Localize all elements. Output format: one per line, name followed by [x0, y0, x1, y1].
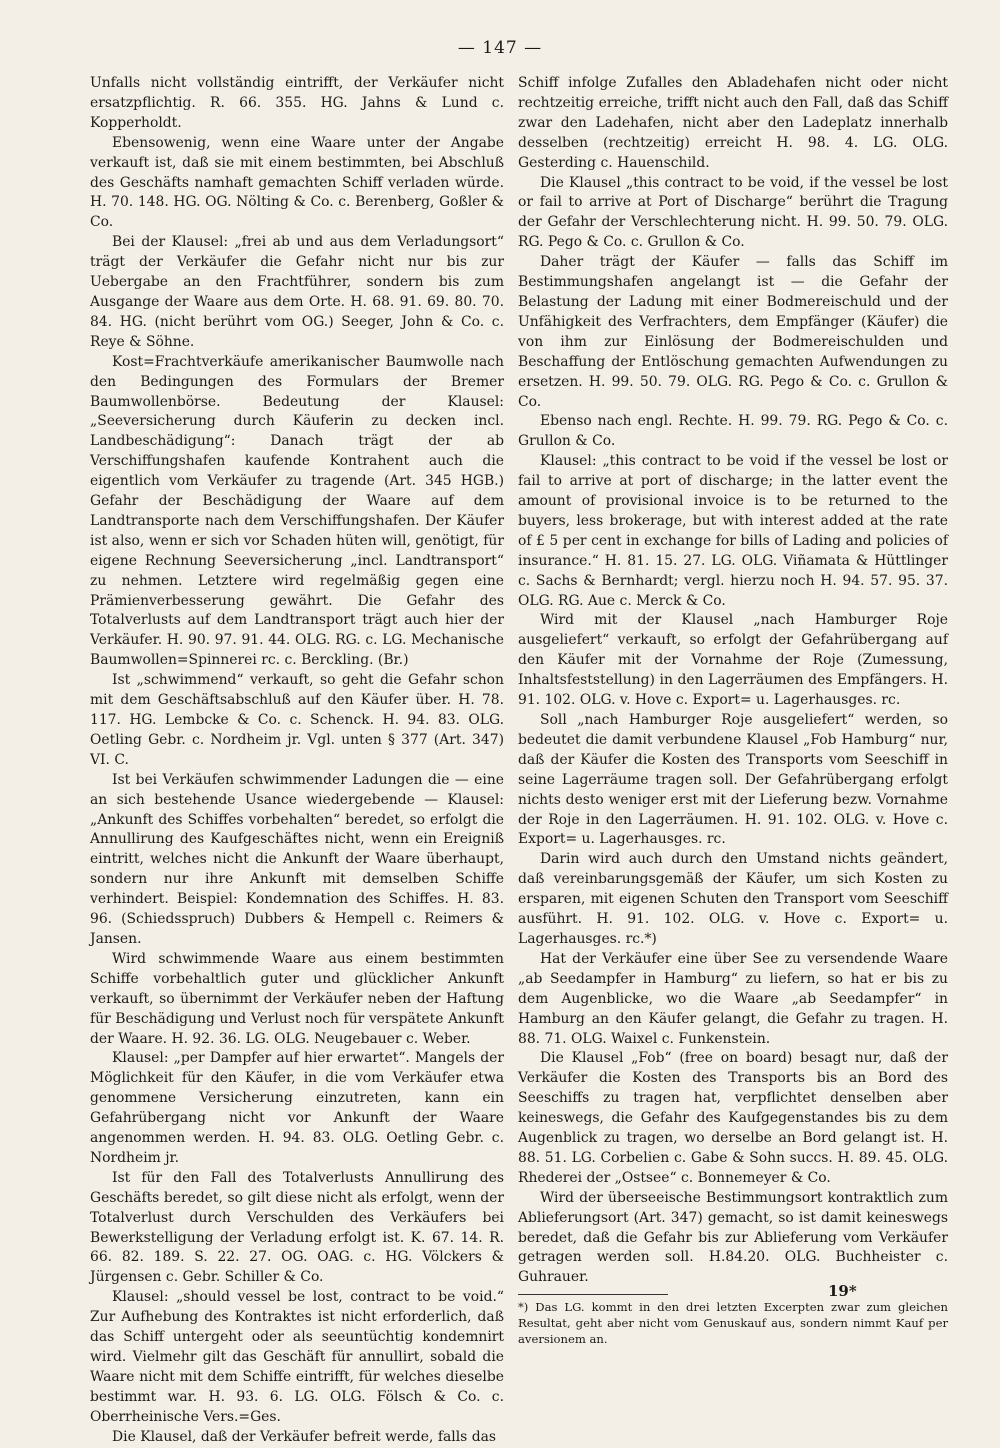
paragraph: Klausel: „should vessel be lost, contract to be void.“ Zur Aufhebung des Kontraktes ist nicht erforderlich, daß das Schiff untergeht oder als seeuntüchtig kondemnirt wird. Vielmehr gilt das Geschäft für annullirt, sobald die Waare nicht mit dem Schiffe eintrifft, für welches dieselbe bestimmt war. H. 93. 6. LG. OLG. Fölsch & Co. c. Oberrheinische Vers.=Ges. [90, 1289, 504, 1425]
right-column [518, 74, 948, 1347]
footnote-rule [518, 1294, 668, 1295]
paragraph: Klausel: „this contract to be void if the vessel be lost or fail to arrive at port of discharge; in the latter event the amount of provisional invoice is to be returned to the buyers, less brokerage, but with interest added at the rate of £ 5 per cent in exchange for bills of Lading and policies of insurance.“ H. 81. 15. 27. LG. OLG. Viñamata & Hüttlinger c. Sachs & Bernhardt; vergl. hierzu noch H. 94. 57. 95. 37. OLG. RG. Aue c. Merck & Co. [518, 453, 948, 609]
paragraph: Darin wird auch durch den Umstand nichts geändert, daß vereinbarungsgemäß der Käufer, um sich Kosten zu ersparen, mit eigenen Schuten den Transport vom Seeschiff ausführt. H. 91. 102. OLG. v. Hove c. Export= u. Lagerhausges. rc.*) [518, 851, 948, 947]
paragraph: Wird der überseeische Bestimmungsort kontraktlich zum Ablieferungsort (Art. 347) gemacht, so ist damit keineswegs beredet, daß die Gefahr bis zur Ablieferung vom Verkäufer getragen werden soll. H.84.20. OLG. Buchheister c. Guhrauer. [518, 1189, 948, 1286]
paragraph: Die Klausel „Fob“ (free on board) besagt nur, daß der Verkäufer die Kosten des Transports bis an Bord des Seeschiffs zu tragen hat, verpflichtet denselben aber keineswegs, die Gefahr des Kaufgegenstandes bis zu dem Augenblick zu tragen, wo derselbe an Bord gelangt ist. H. 88. 51. LG. Corbelien c. Gabe & Sohn succs. H. 89. 45. OLG. Rhederei der „Ostsee“ c. Bonnemeyer & Co. [518, 1050, 948, 1186]
paragraph: Klausel: „per Dampfer auf hier erwartet“. Mangels der Möglichkeit für den Käufer, in die vom Verkäufer etwa genommene Versicherung einzutreten, kann ein Gefahrübergang nicht vor Ankunft der Waare angenommen werden. H. 94. 83. OLG. Oetling Gebr. c. Nordheim jr. [90, 1050, 504, 1166]
paragraph: Ebensowenig, wenn eine Waare unter der Angabe verkauft ist, daß sie mit einem bestimmten, bei Abschluß des Geschäfts namhaft gemachten Schiff verladen würde. H. 70. 148. HG. OG. Nölting & Co. c. Berenberg, Goßler & Co. [90, 134, 504, 231]
paragraph: Soll „nach Hamburger Roje ausgeliefert“ werden, so bedeutet die damit verbundene Klausel „Fob Hamburg“ nur, daß der Käufer die Kosten des Transports vom Seeschiff in seine Lagerräume tragen soll. Der Gefahrübergang erfolgt nichts desto weniger erst mit der Lieferung bezw. Vornahme der Roje in den Lagerräumen. H. 91. 102. OLG. v. Hove c. Export= u. Lagerhausges. rc. [518, 712, 948, 848]
paragraph: Ist „schwimmend“ verkauft, so geht die Gefahr schon mit dem Geschäftsabschluß auf den Käufer über. H. 78. 117. HG. Lembcke & Co. c. Schenck. H. 94. 83. OLG. Oetling Gebr. c. Nordheim jr. Vgl. unten § 377 (Art. 347) VI. C. [90, 672, 504, 768]
paragraph: Ist bei Verkäufen schwimmender Ladungen die — eine an sich bestehende Usance wiedergebende — Klausel: „Ankunft des Schiffes vorbehalten“ beredet, so erfolgt die Annullirung des Kaufgeschäftes nicht, wenn ein Ereigniß eintritt, welches nicht die Ankunft der Waare überhaupt, sondern nur ihre Ankunft mit demselben Schiffe verhindert. Beispiel: Kondemnation des Schiffes. H. 83. 96. (Schiedsspruch) Dubbers & Hempell c. Reimers & Jansen. [90, 771, 504, 947]
paragraph: Wird mit der Klausel „nach Hamburger Roje ausgeliefert“ verkauft, so erfolgt der Gefahrübergang auf den Käufer mit der Vornahme der Roje (Zumessung, Inhaltsfeststellung) in den Lagerräumen des Empfängers. H. 91. 102. OLG. v. Hove c. Export= u. Lagerhausges. rc. [518, 612, 948, 709]
paragraph: Kost=Frachtverkäufe amerikanischer Baumwolle nach den Bedingungen des Formulars der Bremer Baumwollenbörse. Bedeutung der Klausel: „Seeversicherung durch Käuferin zu decken incl. Landbeschädigung“: Danach trägt der ab Verschiffungshafen kaufende Kontrahent auch die eigentlich vom Verkäufer zu tragende (Art. 345 HGB.) Gefahr der Beschädigung der Waare auf dem Landtransporte nach dem Verschiffungshafen. Der Käufer ist also, wenn er sich vor Schaden hüten will, genötigt, für eigene Rechnung Seeversicherung „incl. Landtransport“ zu nehmen. Letztere wird regelmäßig gegen eine Prämienverbesserung gewährt. Die Gefahr des Totalverlusts auf dem Landtransport trägt auch hier der Verkäufer. H. 90. 97. 91. 44. OLG. RG. c. LG. Mechanische Baumwollen=Spinnerei rc. c. Berckling. (Br.) [90, 353, 504, 669]
paragraph: Die Klausel „this contract to be void, if the vessel be lost or fail to arrive at Port of Discharge“ berührt die Tragung der Gefahr der Verschlechterung nicht. H. 99. 50. 79. OLG. RG. Pego & Co. c. Grullon & Co. [518, 174, 948, 251]
left-column [90, 74, 504, 1448]
paragraph: Die Klausel, daß der Verkäufer befreit werde, falls das [112, 1428, 496, 1445]
paragraph: Unfalls nicht vollständig eintrifft, der Verkäufer nicht ersatzpflichtig. R. 66. 355. HG. Jahns & Lund c. Kopperholdt. [90, 75, 504, 131]
footnote: *) Das LG. kommt in den drei letzten Excerpten zwar zum gleichen Resultat, geht aber nicht vom Genuskauf aus, sondern nimmt Kauf per aversionem an. [518, 1300, 948, 1347]
paragraph: Bei der Klausel: „frei ab und aus dem Verladungsort“ trägt der Verkäufer die Gefahr nicht nur bis zur Uebergabe an den Frachtführer, sondern bis zum Ausgange der Waare aus dem Orte. H. 68. 91. 69. 80. 70. 84. HG. (nicht berührt vom OG.) Seeger, John & Co. c. Reye & Söhne. [90, 234, 504, 350]
paragraph: Ebenso nach engl. Rechte. H. 99. 79. RG. Pego & Co. c. Grullon & Co. [518, 413, 948, 450]
sheet-signature: 19* [828, 1282, 857, 1300]
paragraph: Schiff infolge Zufalles den Abladehafen nicht oder nicht rechtzeitig erreiche, trifft nicht auch den Fall, daß das Schiff zwar den Ladehafen, nicht aber den Ladeplatz innerhalb desselben (rechtzeitig) erreicht H. 98. 4. LG. OLG. Gesterding c. Hauenschild. [518, 75, 948, 171]
paragraph: Wird schwimmende Waare aus einem bestimmten Schiffe vorbehaltlich guter und glücklicher Ankunft verkauft, so übernimmt der Verkäufer neben der Haftung für Beschädigung und Verlust noch für verspätete Ankunft der Waare. H. 92. 36. LG. OLG. Neugebauer c. Weber. [90, 950, 504, 1047]
paragraph: Daher trägt der Käufer — falls das Schiff im Bestimmungshafen angelangt ist — die Gefahr der Belastung der Ladung mit einer Bodmereischuld und der Unfähigkeit des Verfrachters, dem Empfänger (Käufer) die von ihm zur Einlösung der Bodmereischulden und Beschaffung der Entlöschung gemachten Aufwendungen zu ersetzen. H. 99. 50. 79. OLG. RG. Pego & Co. c. Grullon & Co. [518, 254, 948, 410]
paragraph: Hat der Verkäufer eine über See zu versendende Waare „ab Seedampfer in Hamburg“ zu liefern, so hat er bis zu dem Augenblicke, wo die Waare „ab Seedampfer“ in Hamburg an den Käufer gelangt, die Gefahr zu tragen. H. 88. 71. OLG. Waixel c. Funkenstein. [518, 950, 948, 1047]
page-number: — 147 — [457, 38, 543, 58]
paragraph: Ist für den Fall des Totalverlusts Annullirung des Geschäfts beredet, so gilt diese nicht als erfolgt, wenn der Totalverlust durch Verschulden des Verkäufers bei Bewerkstelligung der Verladung erfolgt ist. K. 67. 14. R. 66. 82. 189. S. 22. 27. OG. OAG. c. HG. Völckers & Jürgensen c. Gebr. Schiller & Co. [90, 1169, 504, 1286]
